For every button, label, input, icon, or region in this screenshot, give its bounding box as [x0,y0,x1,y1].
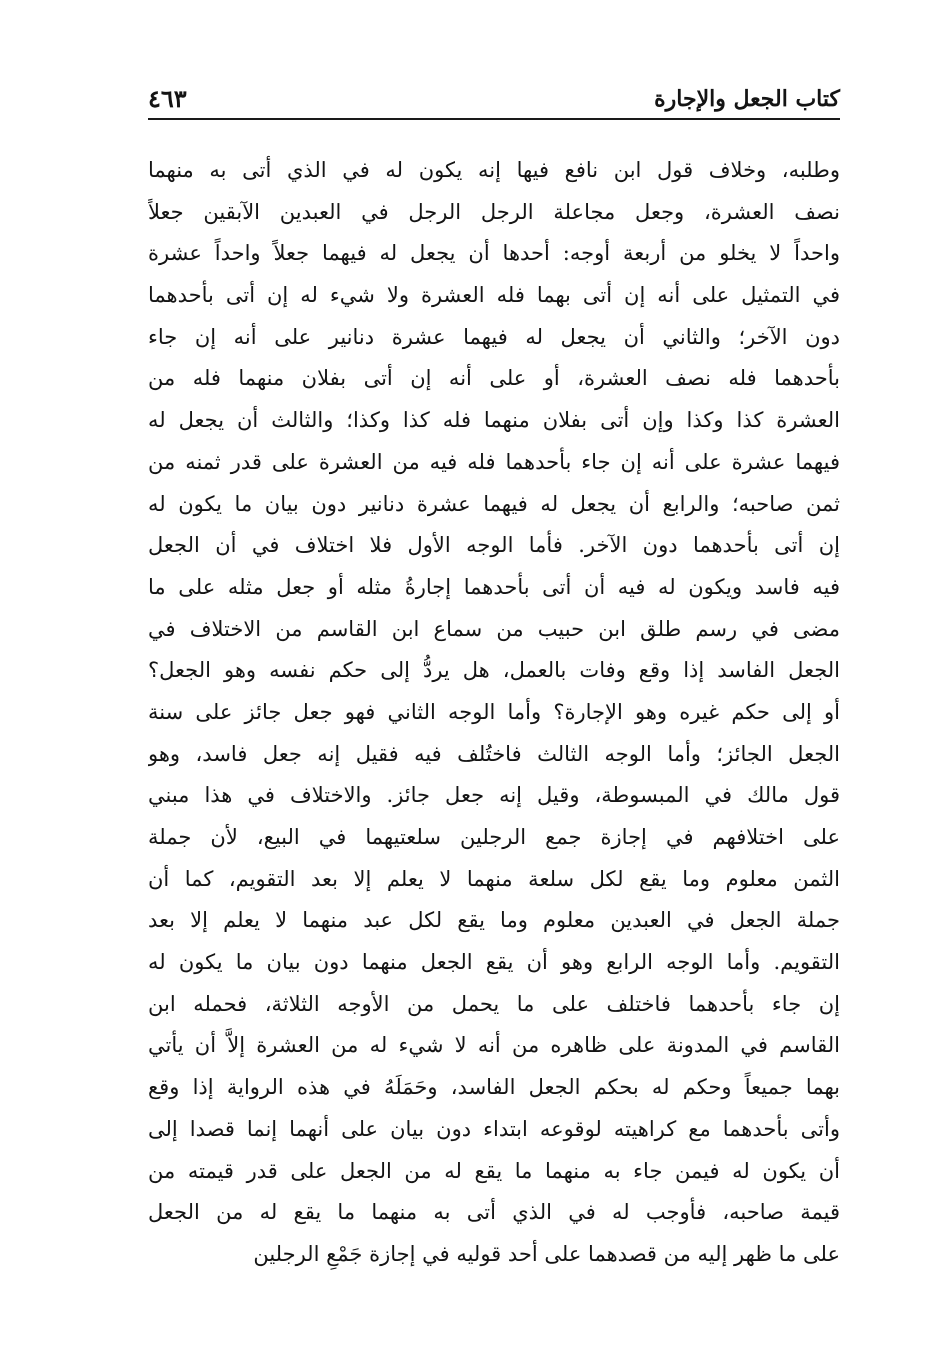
text-line: التقويم. وأما الوجه الرابع وهو أن يقع الجعل منهما دون بيان ما يكون له [148,950,840,975]
text-line: فيهما عشرة على أنه إن جاء بأحدهما فله فيه من العشرة على قدر ثمنه من [148,449,840,474]
text-line: إن جاء بأحدهما فاختلف على ما يحمل من الأوجه الثلاثة، فحمله ابن [148,991,840,1016]
text-line: الجعل الجائز؛ وأما الوجه الثالث فاختُلف فيه فقيل إنه جعل فاسد، وهو [148,741,840,766]
body-text [148,150,840,1276]
text-line: إن أتى بأحدهما دون الآخر. فأما الوجه الأول فلا اختلاف في أن الجعل [148,533,840,558]
text-line: أن يكون له فيمن جاء به منهما ما يقع له من الجعل على قدر قيمته من [148,1158,840,1183]
text-line: على ما ظهر إليه من قصدهما على أحد قوليه في إجازة جَمْعِ الرجلين [253,1241,840,1266]
text-line: واحداً لا يخلو من أربعة أوجه: أحدها أن يجعل له فيهما جعلاً واحداً عشرة [148,241,840,266]
page-header [148,84,840,120]
text-line: دون الآخر؛ والثاني أن يجعل له فيهما عشرة دنانير على أنه إن جاء [148,324,840,349]
text-line: جملة الجعل في العبدين معلوم وما يقع لكل عبد منهما لا يعلم إلا بعد [148,908,840,933]
text-line: وأتى بأحدهما مع كراهيته لوقوعه ابتداء دون بيان على أنهما إنما قصدا إلى [148,1116,840,1141]
text-line: نصف العشرة، وجعل مجاعلة الرجل الرجل في العبدين الآبقين جعلاً [148,199,840,224]
text-line: بهما جميعاً وحكم له بحكم الجعل الفاسد، وحَمَلَهُ في هذه الرواية إذا وقع [148,1075,840,1100]
text-line: الجعل الفاسد إذا وقع وفات بالعمل، هل يردُّ إلى حكم نفسه وهو الجعل؟ [148,658,840,683]
text-line: العشرة كذا وكذا وإن أتى بفلان منهما فله كذا وكذا؛ والثالث أن يجعل له [148,408,840,433]
text-line: في التمثيل على أنه إن أتى بهما فله العشرة ولا شيء له إن أتى بأحدهما [148,283,840,308]
text-line: بأحدهما فله نصف العشرة، أو على أنه إن أتى بفلان منهما فله من [148,366,840,391]
running-title: كتاب الجعل والإجارة [654,86,840,112]
page-number: ٤٦٣ [148,84,187,113]
text-line: فيه فاسد ويكون له فيه أن أتى بأحدهما إجارةُ مثله أو جعل مثله على ما [148,574,840,599]
text-line: القاسم في المدونة على ظاهره من أنه لا شيء له من العشرة إلاَّ أن يأتي [148,1033,840,1058]
text-line: على اختلافهم في إجازة جمع الرجلين سلعتيهما في البيع، لأن جملة [148,825,840,849]
text-line: قول مالك في المبسوطة، وقيل إنه جعل جائز. والاختلاف في هذا مبني [148,783,840,808]
text-line: الثمن معلوم وما يقع لكل سلعة منهما لا يعلم إلا بعد التقويم، كما أن [148,866,840,891]
text-line: وطلبه، وخلاف قول ابن نافع فيها إنه يكون له في الذي أتى به منهما [148,158,840,182]
text-line: مضى في رسم طلق ابن حبيب من سماع ابن القاسم من الاختلاف في [148,616,840,641]
text-line: قيمة صاحبه، فأوجب له في الذي أتى به منهما ما يقع له من الجعل [148,1200,840,1225]
text-line: أو إلى حكم غيره وهو الإجارة؟ وأما الوجه الثاني فهو جعل جائز على سنة [148,699,840,724]
text-line: ثمن صاحبه؛ والرابع أن يجعل له فيهما عشرة دنانير دون بيان ما يكون له [148,491,840,516]
